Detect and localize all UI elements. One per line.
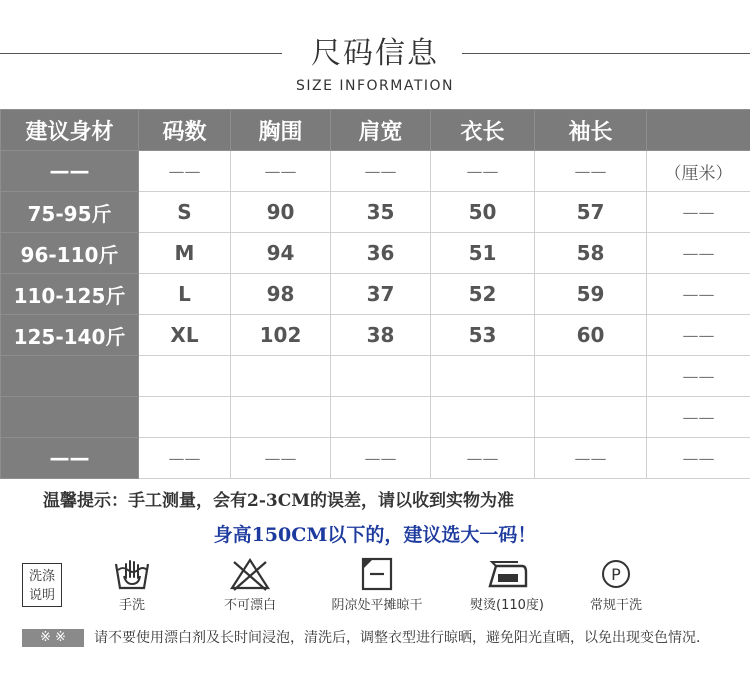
row-label: —— bbox=[1, 438, 139, 479]
table-cell: 50 bbox=[431, 192, 535, 233]
table-cell: 59 bbox=[535, 274, 647, 315]
table-header-row bbox=[1, 110, 750, 151]
table-cell: —— bbox=[139, 151, 231, 192]
table-cell: 37 bbox=[331, 274, 431, 315]
page-title: 尺码信息 bbox=[311, 36, 439, 71]
table-cell: —— bbox=[647, 438, 750, 479]
table-row bbox=[1, 233, 750, 274]
table-cell: 52 bbox=[431, 274, 535, 315]
unit-label: （厘米） bbox=[647, 151, 750, 192]
table-cell: L bbox=[139, 274, 231, 315]
table-cell bbox=[331, 397, 431, 438]
row-label: —— bbox=[1, 151, 139, 192]
table-row bbox=[1, 438, 750, 479]
row-label: 125-140斤 bbox=[1, 315, 139, 356]
col-header-shoulder: 肩宽 bbox=[331, 110, 431, 151]
table-cell bbox=[331, 356, 431, 397]
hand-wash-icon bbox=[112, 556, 152, 592]
svg-text:P: P bbox=[611, 565, 621, 584]
care-item-shade-dry-flat bbox=[312, 556, 442, 613]
table-row bbox=[1, 274, 750, 315]
table-cell: 51 bbox=[431, 233, 535, 274]
table-cell: XL bbox=[139, 315, 231, 356]
table-cell: —— bbox=[139, 438, 231, 479]
table-row bbox=[1, 192, 750, 233]
care-label: 手洗 bbox=[118, 598, 145, 613]
table-cell: —— bbox=[231, 151, 331, 192]
col-header-body: 建议身材 bbox=[1, 110, 139, 151]
care-note: 请不要使用漂白剂及长时间浸泡，清洗后，调整衣型进行晾晒，避免阳光直晒，以免出现变色情况. bbox=[94, 630, 701, 646]
table-cell: —— bbox=[647, 192, 750, 233]
care-label: 不可漂白 bbox=[223, 598, 276, 613]
no-bleach-icon bbox=[228, 556, 272, 592]
table-cell: 102 bbox=[231, 315, 331, 356]
table-cell: —— bbox=[231, 438, 331, 479]
row-label: 75-95斤 bbox=[1, 192, 139, 233]
table-cell: —— bbox=[647, 274, 750, 315]
row-label: 96-110斤 bbox=[1, 233, 139, 274]
table-cell bbox=[431, 356, 535, 397]
table-cell: —— bbox=[647, 356, 750, 397]
table-cell: 98 bbox=[231, 274, 331, 315]
table-cell bbox=[231, 397, 331, 438]
table-cell: 38 bbox=[331, 315, 431, 356]
table-cell bbox=[139, 356, 231, 397]
care-item-regular-dry bbox=[578, 556, 654, 613]
table-cell bbox=[139, 397, 231, 438]
table-cell bbox=[431, 397, 535, 438]
col-header-size: 码数 bbox=[139, 110, 231, 151]
size-table bbox=[0, 109, 750, 479]
table-cell bbox=[231, 356, 331, 397]
table-cell: 90 bbox=[231, 192, 331, 233]
col-header-extra bbox=[647, 110, 750, 151]
row-label: 110-125斤 bbox=[1, 274, 139, 315]
table-row bbox=[1, 315, 750, 356]
care-item-no-bleach bbox=[210, 556, 290, 613]
table-cell: S bbox=[139, 192, 231, 233]
col-header-length: 衣长 bbox=[431, 110, 535, 151]
table-cell: 94 bbox=[231, 233, 331, 274]
col-header-sleeve: 袖长 bbox=[535, 110, 647, 151]
table-cell: —— bbox=[431, 151, 535, 192]
table-cell bbox=[535, 356, 647, 397]
page-subtitle: SIZE INFORMATION bbox=[295, 78, 455, 94]
table-cell: —— bbox=[647, 233, 750, 274]
table-cell: —— bbox=[331, 438, 431, 479]
row-label bbox=[1, 356, 139, 397]
col-header-chest: 胸围 bbox=[231, 110, 331, 151]
note-mark: ※ ※ bbox=[22, 629, 84, 647]
table-cell: —— bbox=[535, 151, 647, 192]
height-tip: 身高150CM以下的，建议选大一码！ bbox=[213, 524, 537, 546]
table-row bbox=[1, 356, 750, 397]
table-row bbox=[1, 397, 750, 438]
care-item-iron bbox=[462, 556, 552, 613]
care-label: 阴凉处平摊晾干 bbox=[331, 598, 423, 613]
care-badge-text: 洗涤 说明 bbox=[28, 569, 55, 603]
table-cell: —— bbox=[647, 397, 750, 438]
table-cell: 58 bbox=[535, 233, 647, 274]
care-label: 常规干洗 bbox=[589, 598, 642, 613]
table-cell: 36 bbox=[331, 233, 431, 274]
shade-dry-flat-icon bbox=[359, 556, 395, 592]
measurement-tip: 温馨提示：手工测量，会有2-3CM的误差，请以收到实物为准 bbox=[43, 491, 515, 511]
header bbox=[0, 0, 750, 105]
iron-icon bbox=[482, 556, 532, 592]
table-cell: 60 bbox=[535, 315, 647, 356]
row-label bbox=[1, 397, 139, 438]
table-cell: —— bbox=[331, 151, 431, 192]
table-cell: —— bbox=[647, 315, 750, 356]
table-cell: —— bbox=[431, 438, 535, 479]
table-cell: —— bbox=[535, 438, 647, 479]
regular-dry-icon bbox=[598, 556, 634, 592]
table-cell: 53 bbox=[431, 315, 535, 356]
care-instructions-badge bbox=[22, 563, 62, 607]
table-row bbox=[1, 151, 750, 192]
table-cell: 35 bbox=[331, 192, 431, 233]
care-item-hand-wash bbox=[104, 556, 160, 613]
care-label: 熨烫(110度) bbox=[470, 598, 544, 613]
table-cell: M bbox=[139, 233, 231, 274]
table-cell: 57 bbox=[535, 192, 647, 233]
table-cell bbox=[535, 397, 647, 438]
